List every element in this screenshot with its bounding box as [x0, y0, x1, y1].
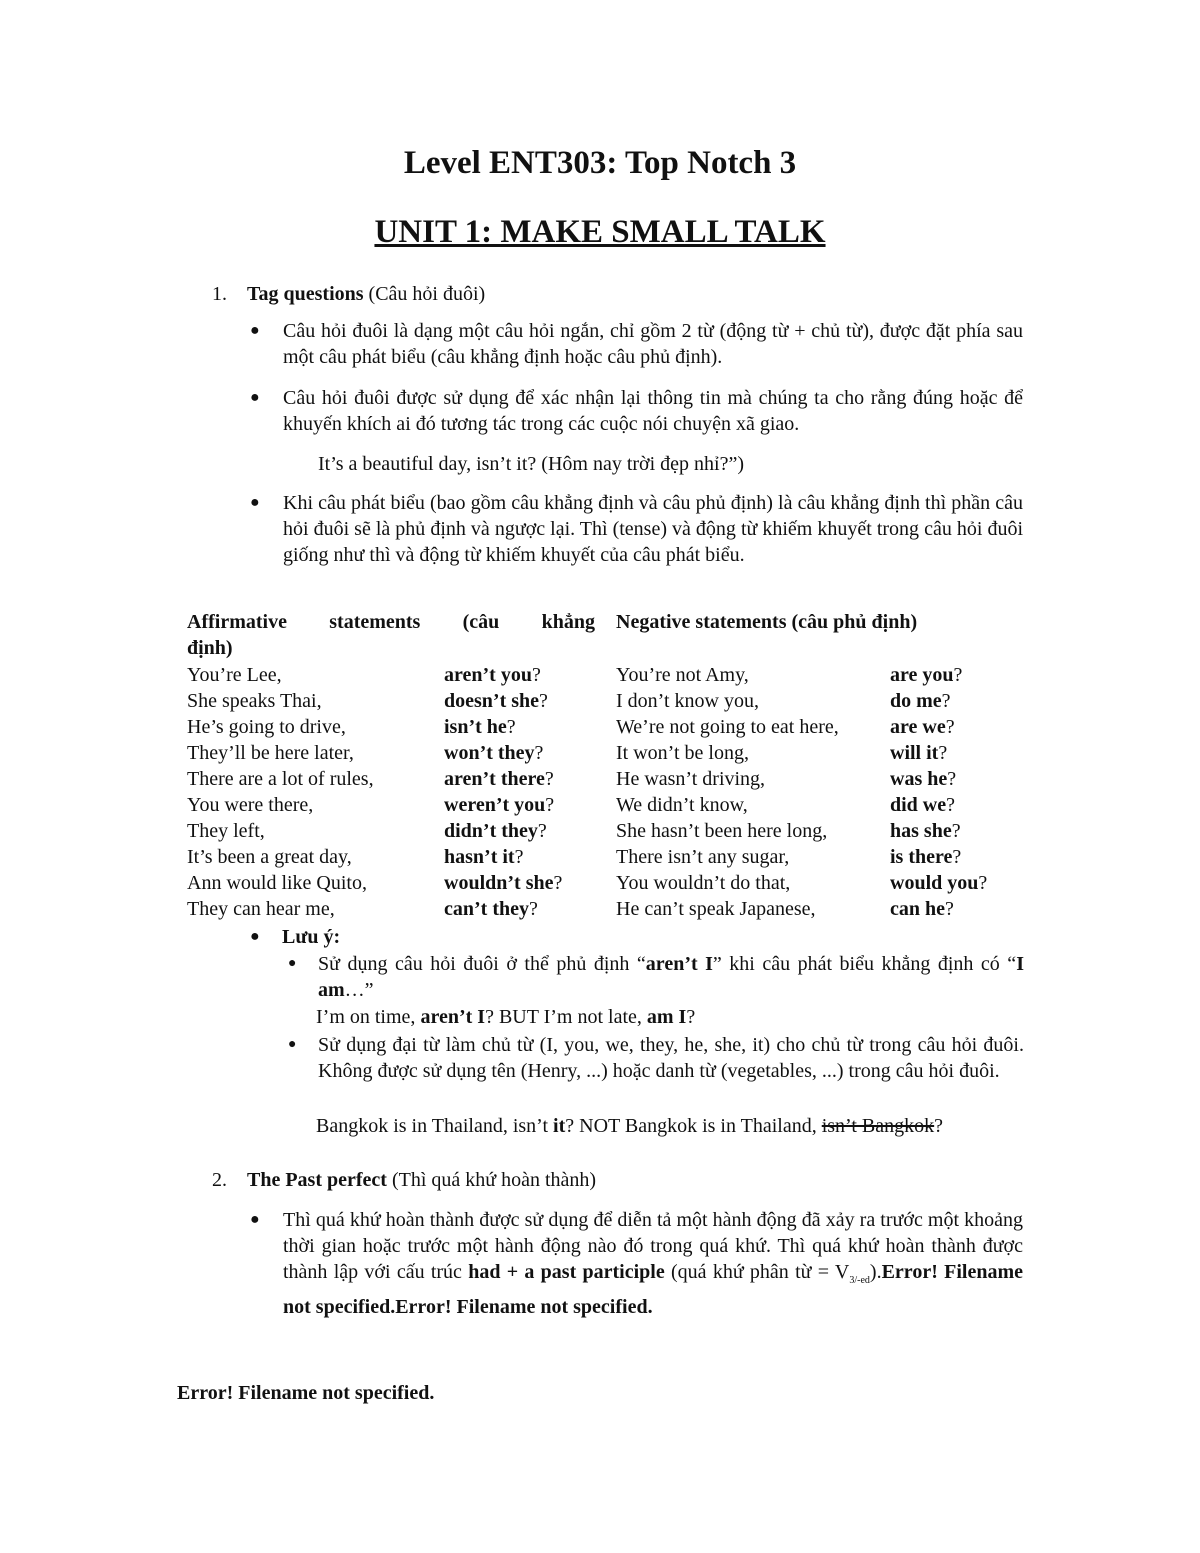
- note-text: Bangkok is in Thailand, isn’t: [316, 1115, 554, 1137]
- neg-tag-question: [890, 844, 961, 870]
- neg-row: [616, 714, 1036, 740]
- note-text: ? BUT I’m not late,: [485, 1006, 647, 1028]
- footer-error: Error! Filename not specified.: [177, 1382, 435, 1404]
- aff-tag: aren’t you: [444, 664, 532, 686]
- aff-row: [187, 896, 607, 922]
- neg-tag-question: [890, 662, 962, 688]
- aff-row: [187, 740, 607, 766]
- section-heading: [247, 281, 485, 307]
- affirmative-header: Affirmative statements (câu khẳng: [187, 611, 595, 633]
- aff-tag-question: [444, 844, 523, 870]
- unit-heading: UNIT 1: MAKE SMALL TALK: [374, 214, 826, 250]
- note-text: ? NOT Bangkok is in Thailand,: [565, 1115, 822, 1137]
- section-heading-label: The Past perfect: [247, 1169, 387, 1191]
- neg-row: [616, 818, 1036, 844]
- aff-question-mark: ?: [531, 664, 541, 686]
- note-heading: Lưu ý:: [282, 926, 341, 948]
- aff-tag-question: [444, 896, 538, 922]
- neg-row: [616, 792, 1036, 818]
- aff-tag: doesn’t she: [444, 690, 540, 712]
- bullet-paragraph: [283, 1207, 1023, 1320]
- neg-tag-question: [890, 766, 956, 792]
- neg-tag-question: [890, 714, 955, 740]
- aff-row: [187, 766, 607, 792]
- aff-statement: They left,: [187, 820, 265, 842]
- note-item: Sử dụng đại từ làm chủ từ (I, you, we, they, he, she, it) cho chủ từ trong câu hỏi đuôi. Không được sử dụng tên (Henry, ...) hoặc danh từ (vegetables, ...) trong câu hỏi đuôi.: [318, 1034, 1024, 1082]
- aff-statement: You were there,: [187, 794, 314, 816]
- aff-tag-question: [444, 714, 516, 740]
- neg-statement: He wasn’t driving,: [616, 768, 766, 790]
- bullet-icon: ●: [250, 494, 260, 511]
- neg-row: [616, 844, 1036, 870]
- aff-question-mark: ?: [537, 820, 547, 842]
- paragraph-text: Thì quá khứ hoàn thành được sử dụng để diễn tả một hành động đã xảy ra trước một khoảng thời gian hoặc trước một hành động nào đó trong quá khứ. Thì quá khứ hoàn thành được thành lập với cấu trúc: [283, 1209, 1023, 1283]
- neg-question-mark: ?: [947, 768, 957, 790]
- paragraph-text: (quá khứ phân từ = V: [664, 1261, 850, 1283]
- aff-tag: can’t they: [444, 898, 529, 920]
- neg-tag: has she: [890, 820, 952, 842]
- neg-statement: We didn’t know,: [616, 794, 748, 816]
- aff-row: [187, 792, 607, 818]
- neg-tag: can he: [890, 898, 945, 920]
- neg-question-mark: ?: [945, 716, 955, 738]
- neg-tag: was he: [890, 768, 948, 790]
- note-text: ?: [686, 1006, 696, 1028]
- aff-question-mark: ?: [514, 846, 524, 868]
- neg-tag-question: [890, 792, 955, 818]
- aff-question-mark: ?: [528, 898, 538, 920]
- neg-row: [616, 766, 1036, 792]
- affirmative-list: [187, 662, 607, 922]
- neg-row: [616, 870, 1036, 896]
- neg-question-mark: ?: [941, 690, 951, 712]
- negative-list: [616, 662, 1036, 922]
- note-emphasis: aren’t I: [420, 1006, 486, 1028]
- aff-statement: They can hear me,: [187, 898, 335, 920]
- section-heading-vi: (Câu hỏi đuôi): [363, 283, 486, 305]
- neg-statement: She hasn’t been here long,: [616, 820, 828, 842]
- note-example: [303, 1113, 1024, 1139]
- aff-tag: hasn’t it: [444, 846, 515, 868]
- neg-tag-question: [890, 896, 954, 922]
- neg-tag: did we: [890, 794, 947, 816]
- aff-statement: He’s going to drive,: [187, 716, 346, 738]
- aff-tag: didn’t they: [444, 820, 538, 842]
- aff-question-mark: ?: [539, 690, 548, 712]
- neg-tag-question: [890, 870, 987, 896]
- note-text: Sử dụng câu hỏi đuôi ở thể phủ định “: [318, 953, 646, 975]
- neg-tag: would you: [890, 872, 979, 894]
- struck-text: isn’t Bangkok: [821, 1115, 935, 1137]
- neg-tag: are you: [890, 664, 954, 686]
- aff-tag: isn’t he: [444, 716, 507, 738]
- section-heading-label: Tag questions: [247, 283, 364, 305]
- aff-statement: There are a lot of rules,: [187, 768, 374, 790]
- aff-row: [187, 662, 607, 688]
- aff-row: [187, 714, 607, 740]
- aff-row: [187, 818, 607, 844]
- aff-tag-question: [444, 662, 541, 688]
- bullet-paragraph: Câu hỏi đuôi là dạng một câu hỏi ngắn, chỉ gồm 2 từ (động từ + chủ từ), được đặt phía sau một câu phát biểu (câu khẳng định hoặc câu phủ định).: [283, 320, 1023, 368]
- neg-statement: You wouldn’t do that,: [616, 872, 791, 894]
- note-text: …”: [344, 979, 374, 1001]
- aff-tag-question: [444, 818, 547, 844]
- neg-row: [616, 662, 1036, 688]
- neg-question-mark: ?: [978, 872, 988, 894]
- note-example: [316, 1004, 695, 1030]
- neg-tag-question: [890, 688, 951, 714]
- neg-row: [616, 896, 1036, 922]
- neg-statement: He can’t speak Japanese,: [616, 898, 816, 920]
- neg-tag: do me: [890, 690, 942, 712]
- affirmative-header-cont: định): [187, 637, 233, 659]
- neg-row: [616, 740, 1036, 766]
- neg-question-mark: ?: [951, 820, 961, 842]
- neg-tag: are we: [890, 716, 946, 738]
- neg-question-mark: ?: [946, 794, 956, 816]
- aff-tag-question: [444, 870, 562, 896]
- bullet-icon: ●: [288, 1037, 297, 1052]
- aff-row: [187, 844, 607, 870]
- section-heading-vi: (Thì quá khứ hoàn thành): [386, 1169, 597, 1191]
- neg-statement: I don’t know you,: [616, 690, 759, 712]
- bullet-icon: ●: [288, 956, 297, 971]
- aff-tag-question: [444, 792, 554, 818]
- note-emphasis: aren’t I: [645, 953, 713, 975]
- section-number: 2.: [212, 1169, 227, 1191]
- note-text: ?: [934, 1115, 944, 1137]
- subscript: 3/-ed: [849, 1275, 870, 1286]
- neg-tag: is there: [890, 846, 953, 868]
- aff-statement: She speaks Thai,: [187, 690, 322, 712]
- error-text: Error! Filename not specified.Error! Filename not specified.: [283, 1261, 1024, 1318]
- aff-tag: wouldn’t she: [444, 872, 554, 894]
- neg-question-mark: ?: [952, 846, 962, 868]
- aff-question-mark: ?: [506, 716, 516, 738]
- paragraph-text: ).: [869, 1261, 882, 1283]
- note-item: [318, 951, 1024, 1003]
- note-emphasis: I am: [318, 953, 1024, 1001]
- aff-statement: Ann would like Quito,: [187, 872, 367, 894]
- aff-tag-question: [444, 740, 543, 766]
- bullet-icon: ●: [250, 322, 260, 339]
- neg-statement: It won’t be long,: [616, 742, 749, 764]
- neg-tag-question: [890, 740, 947, 766]
- aff-tag: won’t they: [444, 742, 535, 764]
- section-heading: [247, 1167, 596, 1193]
- neg-statement: There isn’t any sugar,: [616, 846, 790, 868]
- note-text: I’m on time,: [316, 1006, 421, 1028]
- aff-tag: aren’t there: [444, 768, 545, 790]
- aff-question-mark: ?: [544, 768, 554, 790]
- aff-row: [187, 688, 607, 714]
- example-sentence: It’s a beautiful day, isn’t it? (Hôm nay trời đẹp nhỉ?”): [318, 453, 745, 475]
- neg-statement: You’re not Amy,: [616, 664, 749, 686]
- aff-tag-question: [444, 766, 554, 792]
- neg-row: [616, 688, 1036, 714]
- note-emphasis: it: [553, 1115, 566, 1137]
- note-emphasis: am I: [646, 1006, 687, 1028]
- neg-question-mark: ?: [945, 898, 954, 920]
- aff-question-mark: ?: [553, 872, 563, 894]
- aff-statement: You’re Lee,: [187, 664, 282, 686]
- aff-question-mark: ?: [545, 794, 555, 816]
- neg-question-mark: ?: [938, 742, 948, 764]
- negative-header: Negative statements (câu phủ định): [616, 611, 918, 633]
- aff-row: [187, 870, 607, 896]
- document-title: Level ENT303: Top Notch 3: [403, 145, 797, 181]
- paragraph-emphasis: had + a past participle: [468, 1261, 665, 1283]
- aff-tag: weren’t you: [444, 794, 546, 816]
- aff-question-mark: ?: [534, 742, 544, 764]
- bullet-paragraph: Khi câu phát biểu (bao gồm câu khẳng định và câu phủ định) là câu khẳng định thì phần câu hỏi đuôi sẽ là phủ định và ngược lại. Thì (tense) và động từ khiếm khuyết trong câu hỏi đuôi giống như thì và động từ khiếm khuyết của câu phát biểu.: [283, 492, 1023, 566]
- neg-statement: We’re not going to eat here,: [616, 716, 839, 738]
- bullet-icon: ●: [250, 389, 260, 406]
- neg-tag: will it: [890, 742, 939, 764]
- bullet-icon: ●: [250, 1211, 260, 1228]
- aff-statement: They’ll be here later,: [187, 742, 354, 764]
- aff-tag-question: [444, 688, 548, 714]
- note-text: ” khi câu phát biểu khẳng định có “: [712, 953, 1017, 975]
- neg-tag-question: [890, 818, 961, 844]
- section-number: 1.: [212, 283, 227, 305]
- bullet-paragraph: Câu hỏi đuôi được sử dụng để xác nhận lại thông tin mà chúng ta cho rằng đúng hoặc để khuyến khích ai đó tương tác trong các cuộc nói chuyện xã giao.: [283, 387, 1023, 435]
- bullet-icon: ●: [250, 928, 260, 945]
- neg-question-mark: ?: [953, 664, 963, 686]
- aff-statement: It’s been a great day,: [187, 846, 352, 868]
